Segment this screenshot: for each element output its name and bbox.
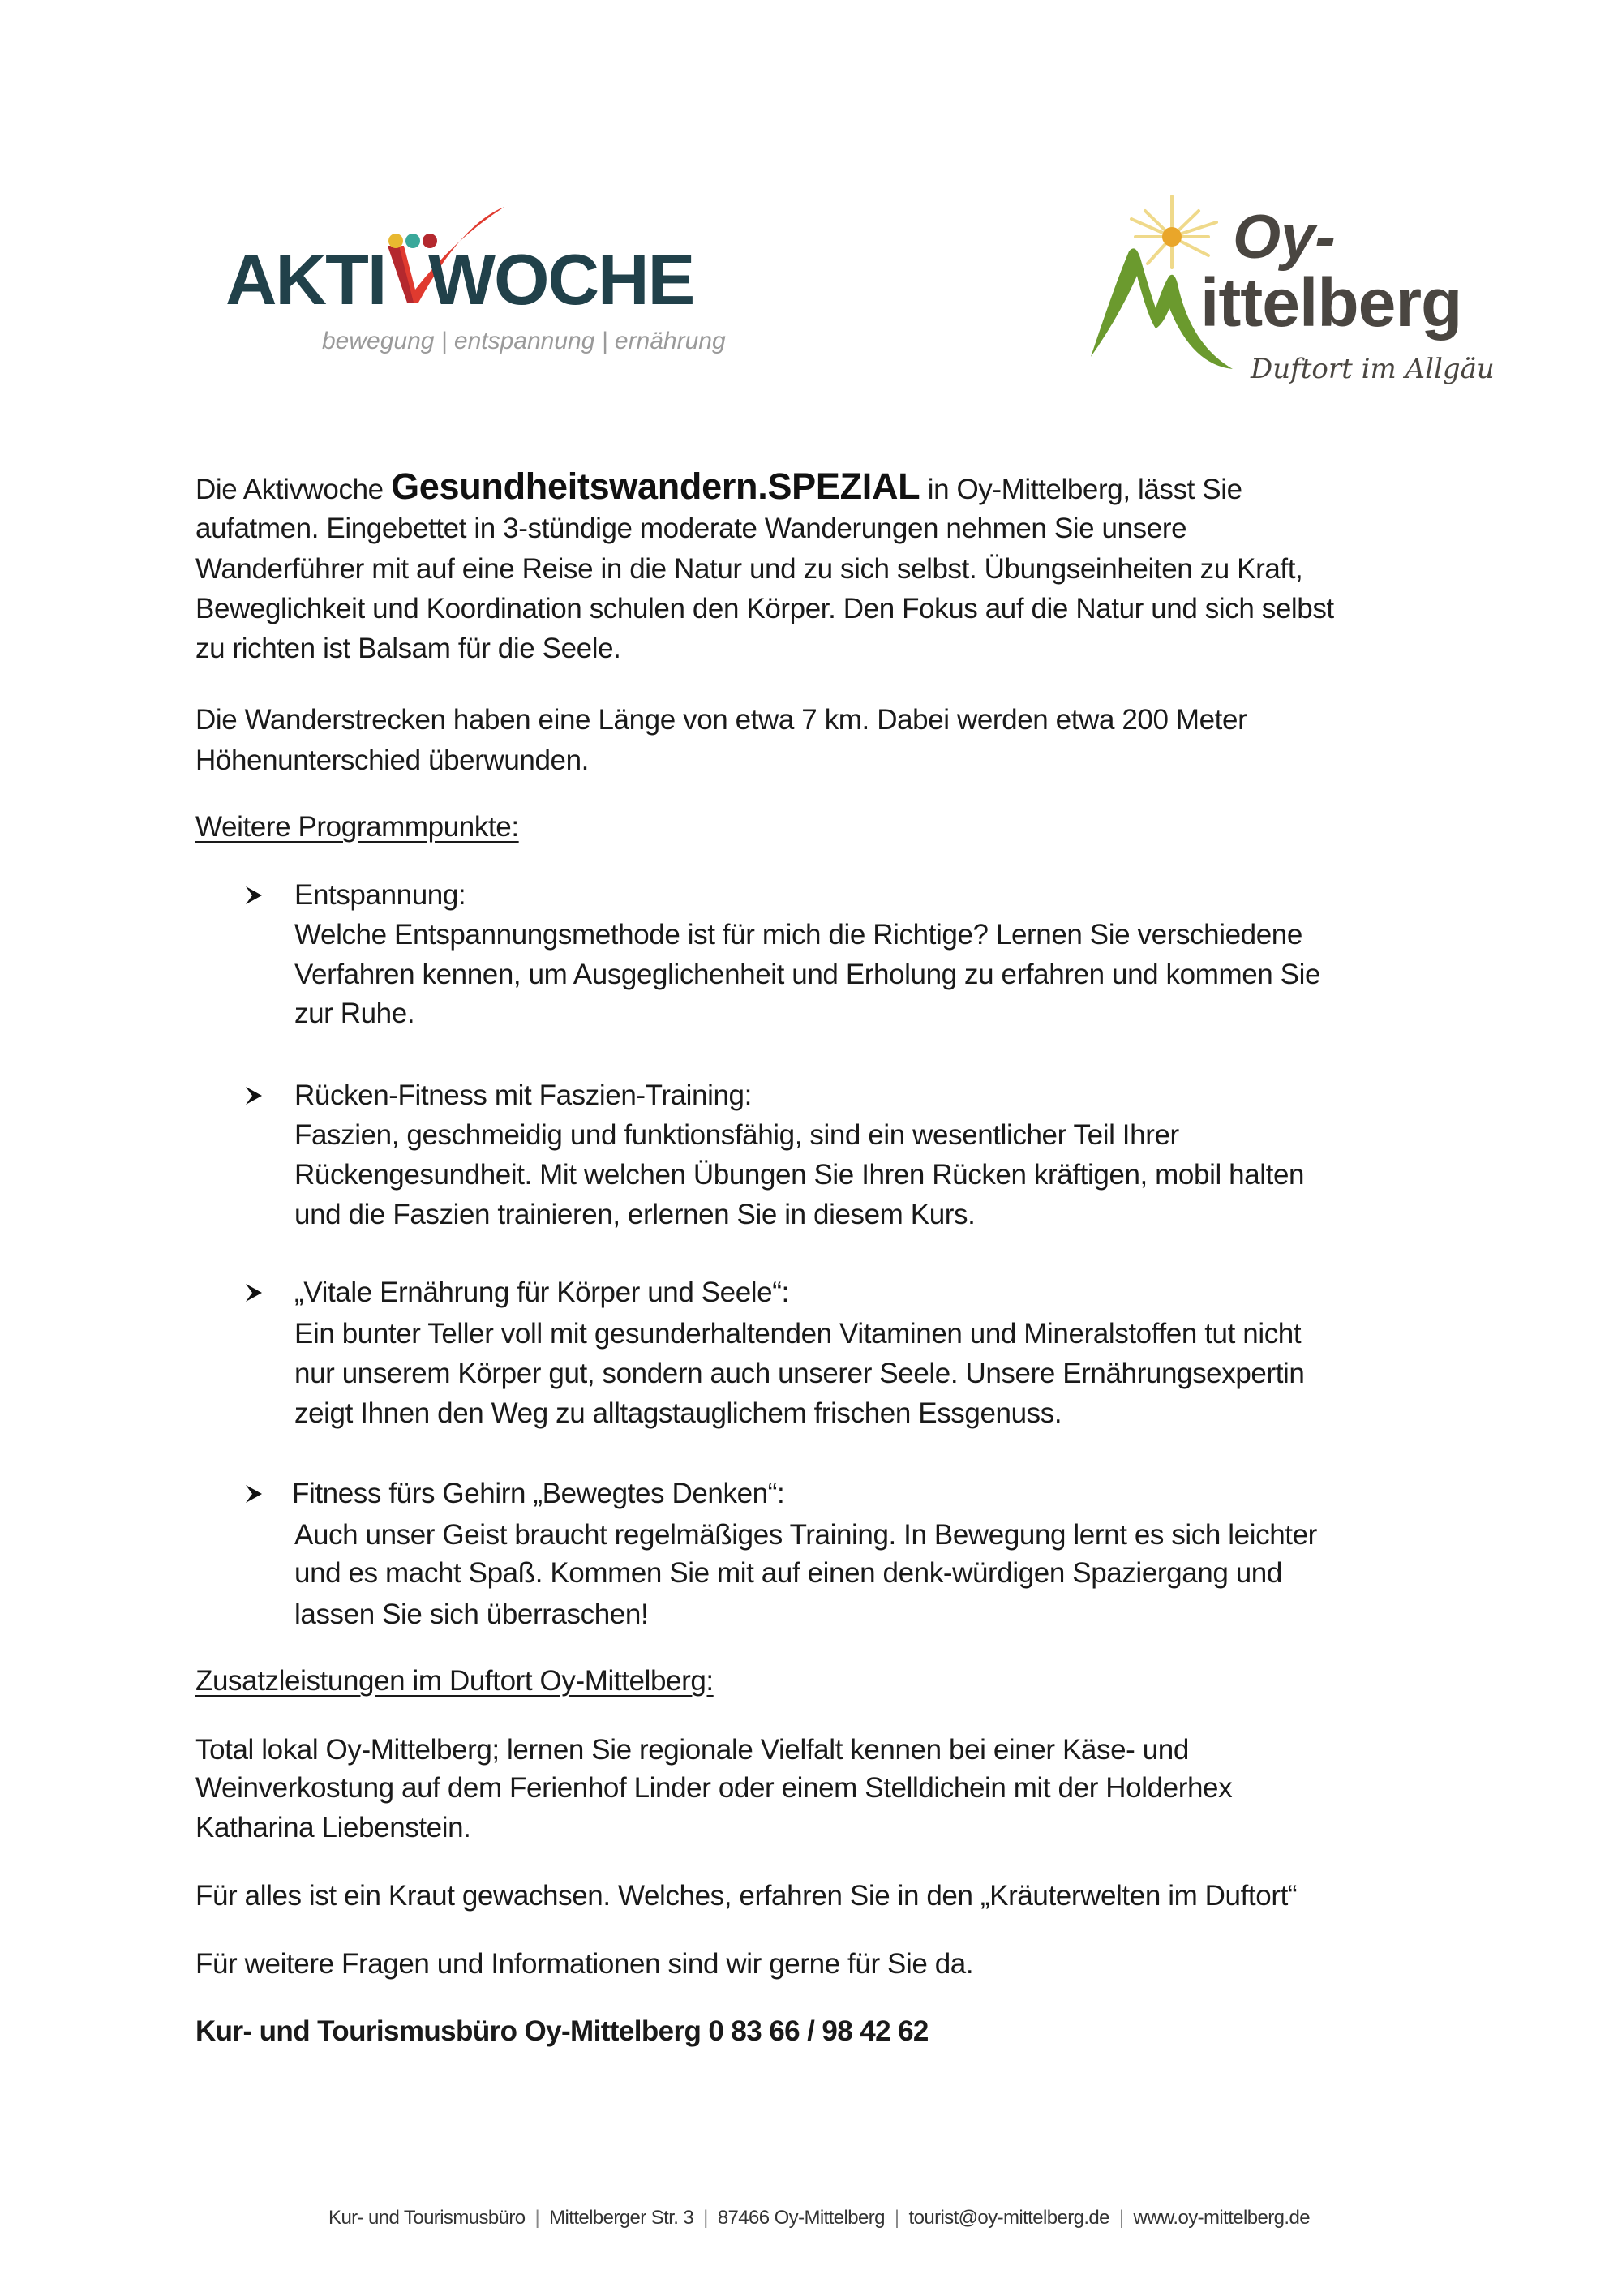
oy-mittelberg-line1: Oy- [1233,203,1336,272]
oy-mittelberg-tagline: Duftort im Allgäu [1251,353,1495,385]
footer-website-link[interactable]: www.oy-mittelberg.de [1133,2207,1310,2229]
footer-address: Mittelberger Str. 3 [549,2207,694,2229]
program-item-line: nur unserem Körper gut, sondern auch unserer Seele. Unsere Ernährungsexpertin [294,1358,1305,1389]
program-item-line: zur Ruhe. [294,998,415,1029]
arrow-bullet-icon [245,886,263,905]
oy-mittelberg-logo [1079,187,1533,397]
aktivwoche-logo-graphic [219,199,770,361]
program-item-line: Auch unser Geist braucht regelmäßiges Training. In Bewegung lernt es sich leichter [294,1519,1317,1551]
intro-paragraph [195,466,1461,677]
extras-line-3: Katharina Liebenstein. [195,1812,471,1843]
page-footer [0,2207,1622,2229]
arrow-bullet-icon [245,1484,263,1504]
program-item-line: Welche Entspannungsmethode ist für mich die Richtige? Lernen Sie verschiedene [294,919,1302,951]
program-heading: Weitere Programmpunkte: [195,811,519,843]
aktivwoche-wordmark-left: AKTI [225,239,386,320]
intro-line-5: zu richten ist Balsam für die Seele. [195,633,621,664]
arrow-bullet-icon [245,1283,263,1302]
program-item-title: Rücken-Fitness mit Faszien-Training: [294,1079,752,1111]
footer-separator: | [1118,2207,1124,2229]
oy-mittelberg-line2: ittelberg [1200,264,1462,341]
footer-office: Kur- und Tourismusbüro [328,2207,526,2229]
extras-line-1: Total lokal Oy-Mittelberg; lernen Sie regionale Vielfalt kennen bei einer Käse- und [195,1734,1189,1766]
intro-line-1 [195,466,1242,510]
footer-email-link[interactable]: tourist@oy-mittelberg.de [908,2207,1109,2229]
arrow-bullet-icon [245,1086,263,1105]
program-item-line: Rückengesundheit. Mit welchen Übungen Sie Ihren Rücken kräftigen, mobil halten [294,1159,1305,1191]
event-title: Gesundheitswandern.SPEZIAL [391,466,920,507]
intro-lead: Die Aktivwoche [195,474,392,505]
extras-heading: Zusatzleistungen im Duftort Oy-Mittelberg: [195,1665,714,1697]
route-info-paragraph [195,700,1461,781]
dot-teal-icon [406,234,420,248]
intro-line-2: aufatmen. Eingebettet in 3-stündige moderate Wanderungen nehmen Sie unsere [195,513,1187,544]
herbs-paragraph: Für alles ist ein Kraut gewachsen. Welches, erfahren Sie in den „Kräuterwelten im Duftort“ [195,1880,1298,1912]
aktivwoche-tagline: bewegung | entspannung | ernährung [322,328,726,354]
dot-yellow-icon [388,234,403,248]
info-paragraph: Für weitere Fragen und Informationen sind wir gerne für Sie da. [195,1948,974,1980]
footer-separator: | [894,2207,899,2229]
program-item-line: Verfahren kennen, um Ausgeglichenheit und Erholung zu erfahren und kommen Sie [294,959,1321,990]
intro-lead-cont: in Oy-Mittelberg, lässt Sie [920,474,1242,505]
program-item-title: Fitness fürs Gehirn „Bewegtes Denken“: [292,1478,785,1509]
sun-core-icon [1162,227,1182,247]
footer-city: 87466 Oy-Mittelberg [717,2207,885,2229]
contact-line: Kur- und Tourismusbüro Oy-Mittelberg 0 83 66 / 98 42 62 [195,2015,929,2047]
program-item-title: „Vitale Ernährung für Körper und Seele“: [294,1277,789,1308]
program-item-line: zeigt Ihnen den Weg zu alltagstauglichem frischen Essgenuss. [294,1397,1062,1429]
intro-line-4: Beweglichkeit und Koordination schulen den Körper. Den Fokus auf die Natur und sich selbst [195,593,1334,624]
program-item-title: Entspannung: [294,879,466,911]
program-item-line: und die Faszien trainieren, erlernen Sie in diesem Kurs. [294,1199,976,1230]
footer-separator: | [703,2207,708,2229]
oy-mittelberg-logo-graphic [1079,187,1533,397]
program-item-line: und es macht Spaß. Kommen Sie mit auf einen denk-würdigen Spaziergang und [294,1557,1282,1589]
program-item-line: Faszien, geschmeidig und funktionsfähig, sind ein wesentlicher Teil Ihrer [294,1119,1179,1151]
route-info-line-2: Höhenunterschied überwunden. [195,745,589,776]
aktivwoche-logo [219,199,770,361]
aktivwoche-wordmark-right: WOCHE [428,239,694,320]
extras-paragraph [195,1730,1461,1852]
footer-separator: | [534,2207,540,2229]
intro-line-3: Wanderführer mit auf eine Reise in die Natur und zu sich selbst. Übungseinheiten zu Kraft, [195,553,1303,585]
route-info-line-1: Die Wanderstrecken haben eine Länge von etwa 7 km. Dabei werden etwa 200 Meter [195,704,1247,736]
program-item-line: Ein bunter Teller voll mit gesunderhaltenden Vitaminen und Mineralstoffen tut nicht [294,1318,1302,1350]
extras-line-2: Weinverkostung auf dem Ferienhof Linder oder einem Stelldichein mit der Holderhex [195,1772,1233,1804]
program-item-line: lassen Sie sich überraschen! [294,1599,649,1630]
